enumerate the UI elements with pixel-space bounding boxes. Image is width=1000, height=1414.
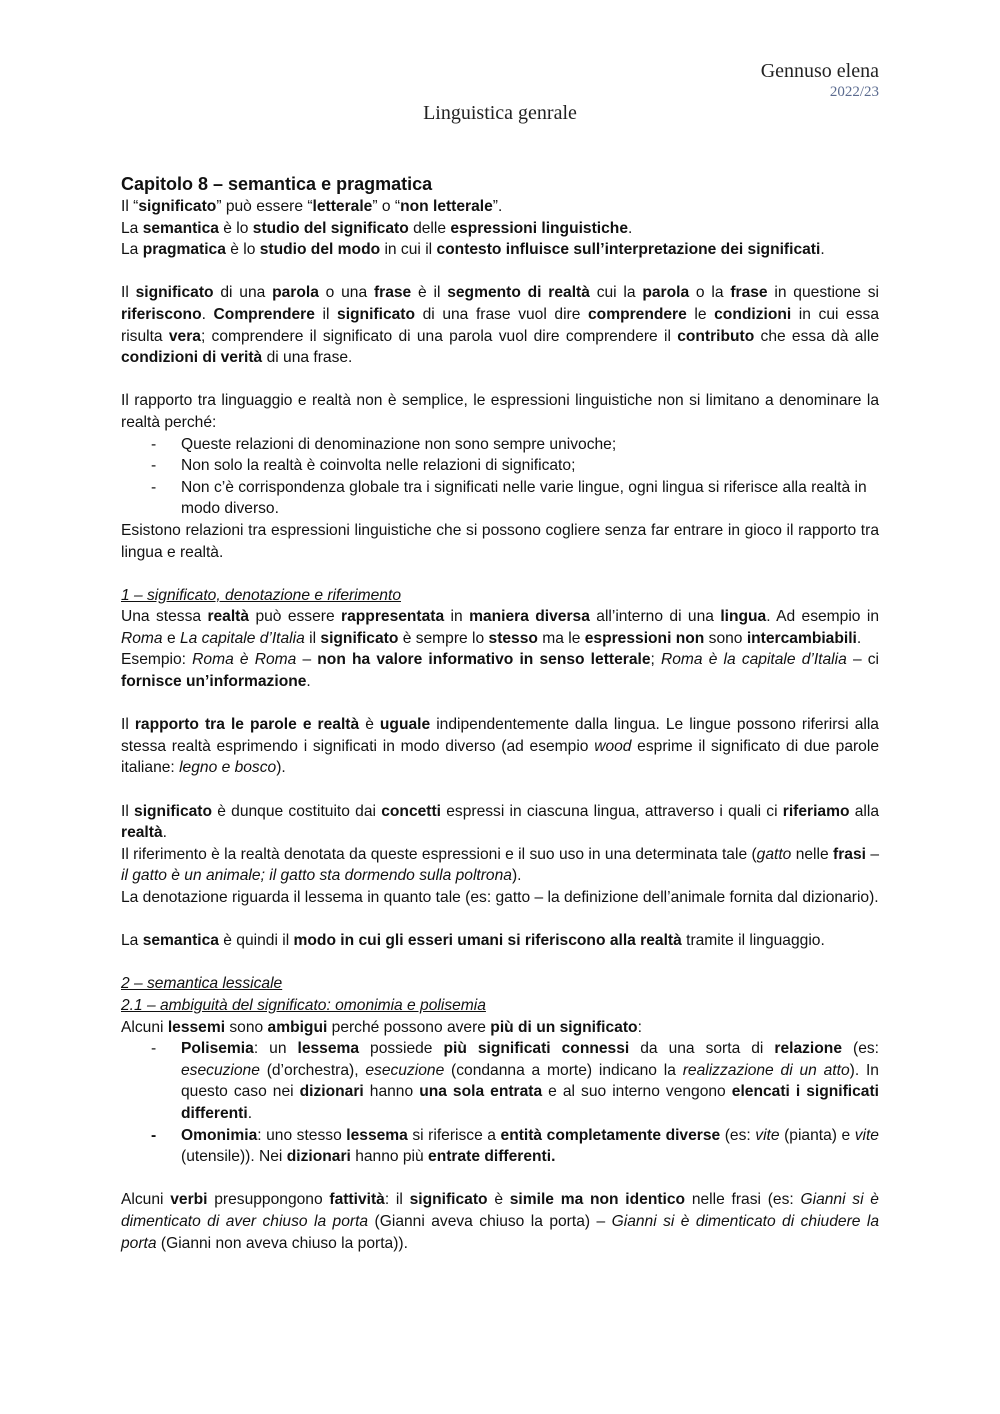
intro-line-3: La pragmatica è lo studio del modo in cui il contesto influisce sull’interpretazione dei significati. [121,241,825,259]
dash-marker: - [151,435,157,453]
section-1-paragraph-4: Il significato è dunque costituito dai concetti espressi in ciascuna lingua, attraverso i quali ci riferiamo alla realtà. [121,802,880,842]
section-1-paragraph-5: Il riferimento è la realtà denotata da queste espressioni e il suo uso in una determinata tale (gatto nelle frasi – il gatto è un animale; il gatto sta dormendo sulla poltrona). [121,845,879,885]
list-item-polisemia: - Polisemia: un lessema possiede più significati connessi da una sorta di relazione (es: esecuzione (d’orchestra), esecuzione (condanna a morte) indicano la realizzazione di un atto). In questo caso nei dizionari hanno una sola entrata e al suo interno vengono elencati i significati differenti. [151,1040,879,1122]
list-item: - Non solo la realtà è coinvolta nelle relazioni di significato; [121,455,879,477]
dash-marker: - [151,457,157,475]
section-1-paragraph-1: Una stessa realtà può essere rappresentata in maniera diversa all’interno di una lingua. Ad esempio in Roma e La capitale d’Italia il significato è sempre lo stesso ma le espressioni non sono intercambiabili. [121,608,879,647]
section-2-title: 2 – semantica lessicale [121,975,283,993]
list-item: - Queste relazioni di denominazione non sono sempre univoche; [121,434,879,456]
section-1-title: 1 – significato, denotazione e riferimento [121,586,401,604]
section-1-paragraph-3: Il rapporto tra le parole e realtà è uguale indipendentemente dalla lingua. Le lingue possono riferirsi alla stessa realtà esprimendo i significati in modo diverso (ad esempio wood esprime il significato di due parole italiane: legno e bosco). [121,716,879,777]
paragraph-relation: Il rapporto tra linguaggio e realtà non è semplice, le espressioni linguistiche non si limitano a denominare la realtà perché: [121,392,879,431]
intro-line-1: Il “significato” può essere “letterale” o “non letterale”. [121,198,503,215]
section-2-paragraph-1: Alcuni lessemi sono ambigui perché possono avere più di un significato: [121,1018,642,1036]
section-2-paragraph-2: Alcuni verbi presuppongono fattività: il significato è simile ma non identico nelle frasi (es: Gianni si è dimenticato di aver chiuso la porta (Gianni aveva chiuso la porta) – Gianni si è dimenticato di chiudere la porta (Gianni non aveva chiuso la porta)). [121,1191,879,1252]
section-1-paragraph-2: Esempio: Roma è Roma – non ha valore informativo in senso letterale; Roma è la capitale d’Italia – ci fornisce un’informazione. [121,651,880,691]
paragraph-meaning: Il significato di una parola o una frase è il segmento di realtà cui la parola o la frase in questione si riferiscono. Comprendere il significato di una frase vuol dire comprendere le condizioni in cui essa risulta vera; comprendere il significato di una parola vuol dire comprendere il contributo che essa dà alle condizioni di verità di una frase. [121,284,880,367]
paragraph-relation-after: Esistono relazioni tra espressioni linguistiche che si possono cogliere senza far entrare in gioco il rapporto tra lingua e realtà. [121,521,879,561]
header-year: 2022/23 [829,84,879,100]
header-author: Gennuso elena [760,60,879,82]
section-1-paragraph-6: La denotazione riguarda il lessema in quanto tale (es: gatto – la definizione dell’animale fornita dal dizionario). [121,889,879,906]
section-2-subtitle: 2.1 – ambiguità del significato: omonimia e polisemia [121,996,486,1014]
chapter-title: Capitolo 8 – semantica e pragmatica [121,174,433,194]
document-body [121,172,879,1254]
dash-marker: - [151,1040,157,1058]
dash-marker: - [151,1126,157,1144]
header-course-title: Linguistica genrale [423,102,577,124]
ambiguity-list [121,1038,879,1168]
relation-list [121,434,879,520]
section-1-paragraph-7: La semantica è quindi il modo in cui gli esseri umani si riferiscono alla realtà tramite il linguaggio. [121,932,825,950]
dash-marker: - [151,478,157,496]
intro-line-2: La semantica è lo studio del significato delle espressioni linguistiche. [121,219,633,237]
list-item-omonimia: - Omonimia: uno stesso lessema si riferisce a entità completamente diverse (es: vite (pianta) e vite (utensile)). Nei dizionari hanno più entrate differenti. [151,1126,879,1166]
list-item: - Non c’è corrispondenza globale tra i significati nelle varie lingue, ogni lingua si riferisce alla realtà in modo diverso. [151,478,867,518]
